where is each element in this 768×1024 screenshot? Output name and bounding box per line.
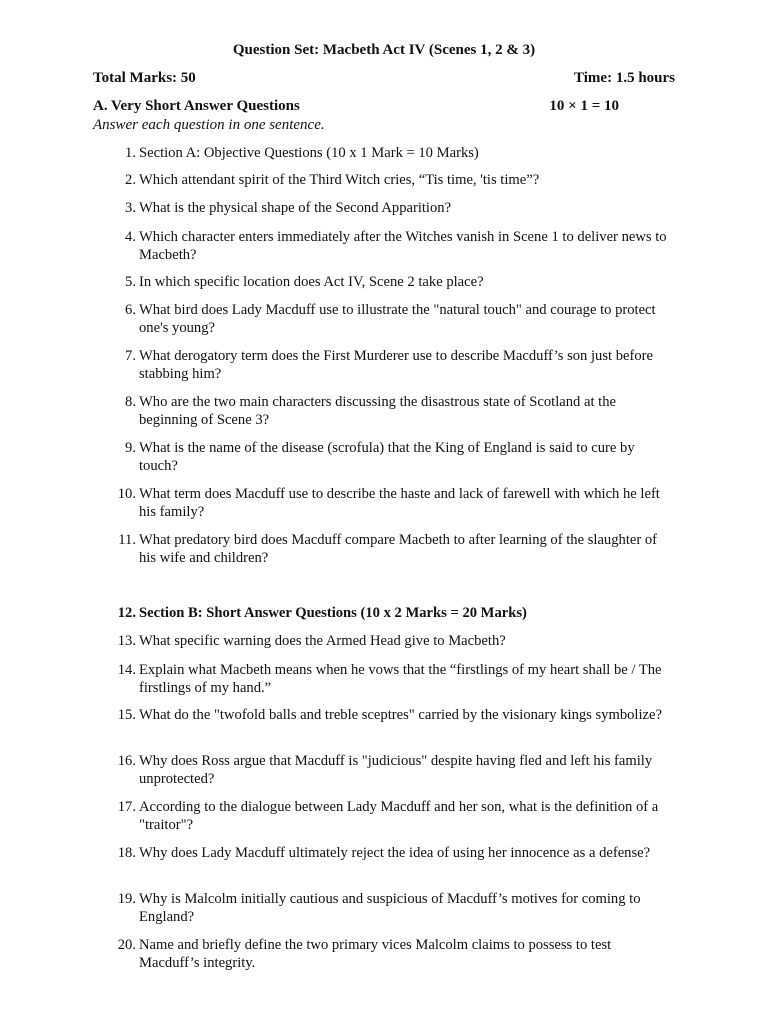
question-number: 15. bbox=[117, 707, 136, 723]
question-number: 6. bbox=[125, 302, 136, 318]
question-number: 2. bbox=[125, 172, 136, 188]
question-item bbox=[108, 531, 674, 568]
time-allowed: Time: 1.5 hours bbox=[574, 70, 675, 86]
question-number: 18. bbox=[117, 845, 136, 861]
question-text: Which attendant spirit of the Third Witch cries, “Tis time, 'tis time”? bbox=[139, 172, 540, 188]
question-item bbox=[108, 844, 674, 862]
section-a-marks: 10 × 1 = 10 bbox=[549, 98, 619, 114]
question-text: Explain what Macbeth means when he vows that the “firstlings of my heart shall be / The firstlings of my hand.” bbox=[139, 662, 662, 697]
question-text: Section A: Objective Questions (10 x 1 Mark = 10 Marks) bbox=[139, 145, 479, 161]
total-marks: Total Marks: 50 bbox=[93, 70, 196, 86]
question-item bbox=[108, 936, 674, 973]
question-text: Name and briefly define the two primary vices Malcolm claims to possess to test Macduff’s integrity. bbox=[139, 937, 612, 972]
question-text: What do the "twofold balls and treble sceptres" carried by the visionary kings symbolize? bbox=[139, 707, 662, 723]
question-text: What specific warning does the Armed Head give to Macbeth? bbox=[139, 633, 506, 649]
question-text: Which character enters immediately after the Witches vanish in Scene 1 to deliver news to Macbeth? bbox=[139, 229, 667, 264]
question-number: 17. bbox=[117, 799, 136, 815]
question-item bbox=[108, 798, 674, 835]
question-text: According to the dialogue between Lady Macduff and her son, what is the definition of a "traitor"? bbox=[139, 799, 659, 834]
question-text: What bird does Lady Macduff use to illustrate the "natural touch" and courage to protect one's young? bbox=[139, 302, 656, 337]
question-item bbox=[108, 890, 674, 927]
question-item bbox=[108, 661, 674, 698]
question-text: Why is Malcolm initially cautious and suspicious of Macduff’s motives for coming to England? bbox=[139, 891, 641, 926]
question-text: What is the name of the disease (scrofula) that the King of England is said to cure by touch? bbox=[139, 440, 635, 475]
question-text: Why does Lady Macduff ultimately reject the idea of using her innocence as a defense? bbox=[139, 845, 651, 861]
question-item bbox=[108, 632, 674, 650]
question-item bbox=[108, 706, 674, 724]
question-text: What derogatory term does the First Murderer use to describe Macduff’s son just before stabbing him? bbox=[139, 348, 654, 383]
section-a-instruction: Answer each question in one sentence. bbox=[93, 117, 325, 133]
question-text: Why does Ross argue that Macduff is "judicious" despite having fled and left his family unprotected? bbox=[139, 753, 653, 788]
question-number: 4. bbox=[125, 229, 136, 245]
question-text: What predatory bird does Macduff compare Macbeth to after learning of the slaughter of his wife and children? bbox=[139, 532, 658, 567]
question-number: 7. bbox=[125, 348, 136, 364]
question-item bbox=[108, 485, 674, 522]
question-number: 11. bbox=[118, 532, 136, 548]
question-number: 16. bbox=[117, 753, 136, 769]
question-number: 9. bbox=[125, 440, 136, 456]
question-number: 5. bbox=[125, 274, 136, 290]
question-number: 14. bbox=[117, 662, 136, 678]
question-item bbox=[108, 301, 674, 338]
question-number: 3. bbox=[125, 200, 136, 216]
question-number: 20. bbox=[117, 937, 136, 953]
page-title: Question Set: Macbeth Act IV (Scenes 1, 2 & 3) bbox=[232, 42, 536, 58]
question-text: In which specific location does Act IV, Scene 2 take place? bbox=[139, 274, 484, 290]
question-number: 10. bbox=[117, 486, 136, 502]
question-number: 13. bbox=[117, 633, 136, 649]
question-item bbox=[108, 228, 674, 265]
question-item bbox=[108, 199, 674, 217]
question-number: 19. bbox=[117, 891, 136, 907]
question-item bbox=[108, 752, 674, 789]
question-number: 1. bbox=[125, 145, 136, 161]
question-number: 12. bbox=[117, 605, 136, 621]
question-text: Who are the two main characters discussing the disastrous state of Scotland at the beginning of Scene 3? bbox=[139, 394, 616, 429]
question-text: What is the physical shape of the Second Apparition? bbox=[139, 200, 452, 216]
question-item bbox=[108, 347, 674, 384]
section-b-heading bbox=[108, 604, 674, 622]
question-item bbox=[108, 273, 674, 291]
question-item bbox=[108, 144, 674, 162]
section-a-heading: A. Very Short Answer Questions bbox=[93, 98, 300, 114]
question-number: 8. bbox=[125, 394, 136, 410]
question-item bbox=[108, 439, 674, 476]
question-text: What term does Macduff use to describe the haste and lack of farewell with which he left his family? bbox=[139, 486, 660, 521]
question-item bbox=[108, 393, 674, 430]
question-text: Section B: Short Answer Questions (10 x 2 Marks = 20 Marks) bbox=[139, 605, 527, 621]
question-item bbox=[108, 171, 674, 189]
